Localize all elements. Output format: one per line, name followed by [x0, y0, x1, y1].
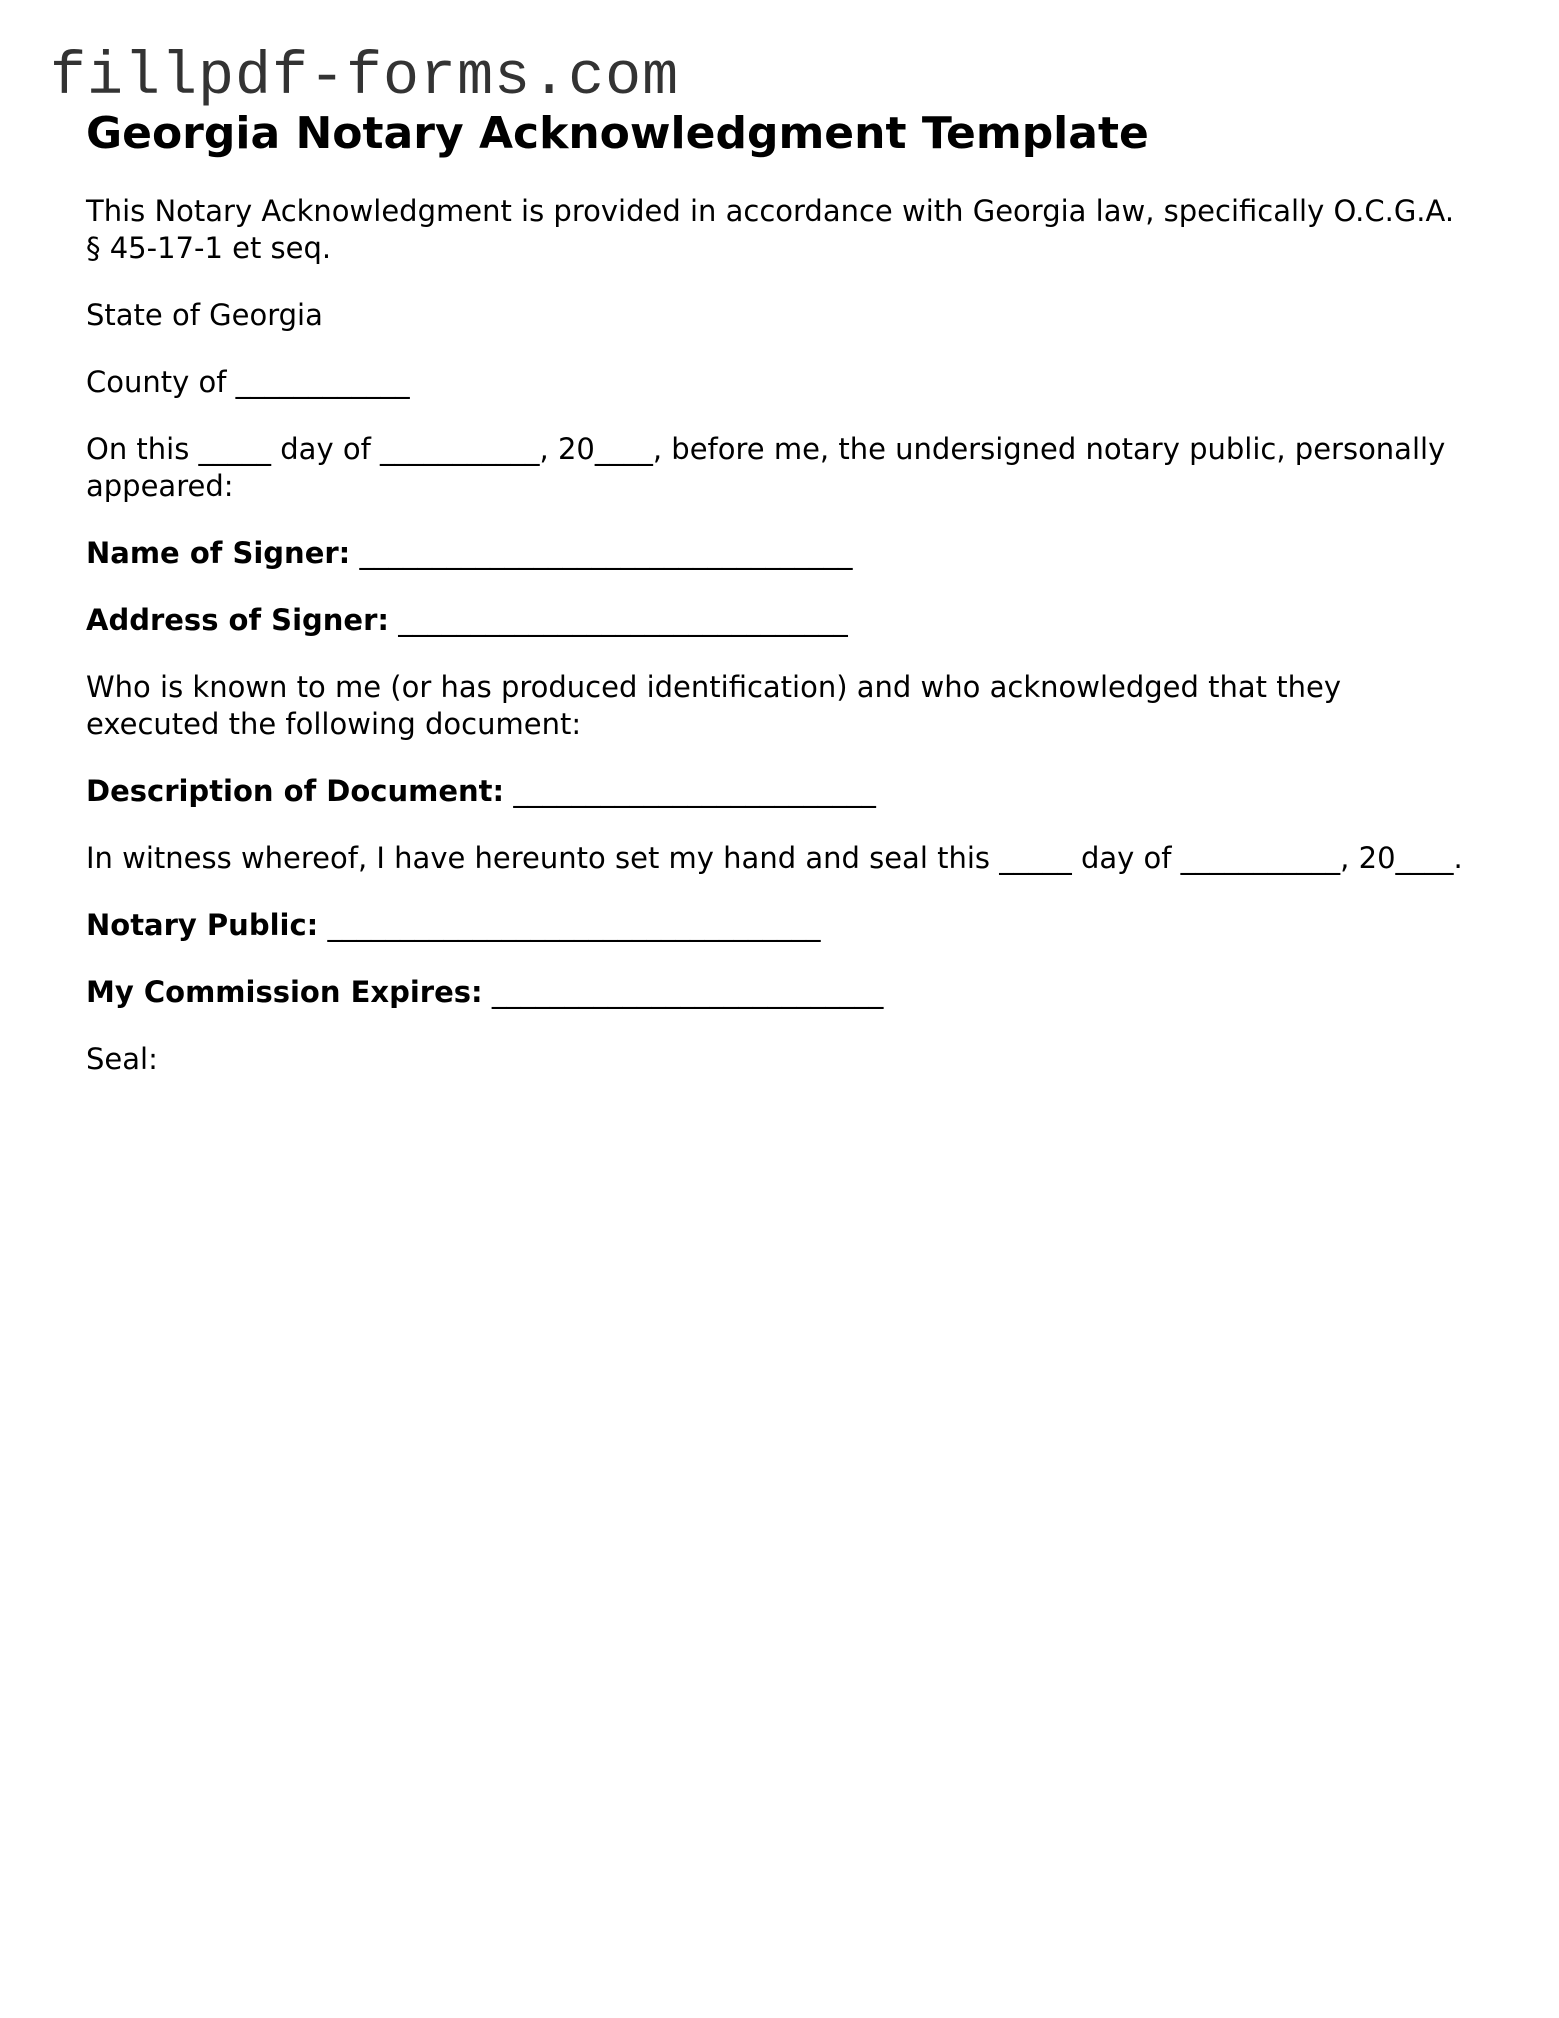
document-description-field [86, 773, 1466, 810]
document-page [86, 108, 1466, 1108]
known-statement-paragraph: Who is known to me (or has produced identification) and who acknowledged that they executed the following document: [86, 669, 1342, 741]
notary-public-field [86, 907, 1466, 944]
county-line: County of ____________ [86, 364, 410, 399]
notary-public-blank: __________________________________ [327, 907, 821, 942]
appearance-paragraph: On this _____ day of ___________, 20____, before me, the undersigned notary public, personally appeared: [86, 431, 1446, 503]
watermark: fillpdf-forms.com [50, 44, 680, 112]
signer-name-field [86, 535, 1466, 572]
state-line: State of Georgia [86, 297, 323, 332]
seal-label: Seal: [86, 1041, 158, 1076]
signer-address-label: Address of Signer: [86, 602, 389, 637]
witness-statement-paragraph: In witness whereof, I have hereunto set my hand and seal this _____ day of ___________, 20____. [86, 840, 1463, 875]
document-description-label: Description of Document: [86, 773, 505, 808]
commission-expires-field [86, 974, 1466, 1011]
commission-expires-blank: ___________________________ [491, 974, 884, 1009]
signer-address-blank: _______________________________ [398, 602, 848, 637]
document-title: Georgia Notary Acknowledgment Template [86, 108, 1149, 159]
document-description-blank: _________________________ [513, 773, 876, 808]
notary-public-label: Notary Public: [86, 907, 319, 942]
signer-address-field [86, 602, 1466, 639]
commission-expires-label: My Commission Expires: [86, 974, 483, 1009]
signer-name-blank: __________________________________ [359, 535, 853, 570]
signer-name-label: Name of Signer: [86, 535, 351, 570]
intro-paragraph: This Notary Acknowledgment is provided in accordance with Georgia law, specifically O.C.G.A. § 45-17-1 et seq. [86, 193, 1455, 265]
